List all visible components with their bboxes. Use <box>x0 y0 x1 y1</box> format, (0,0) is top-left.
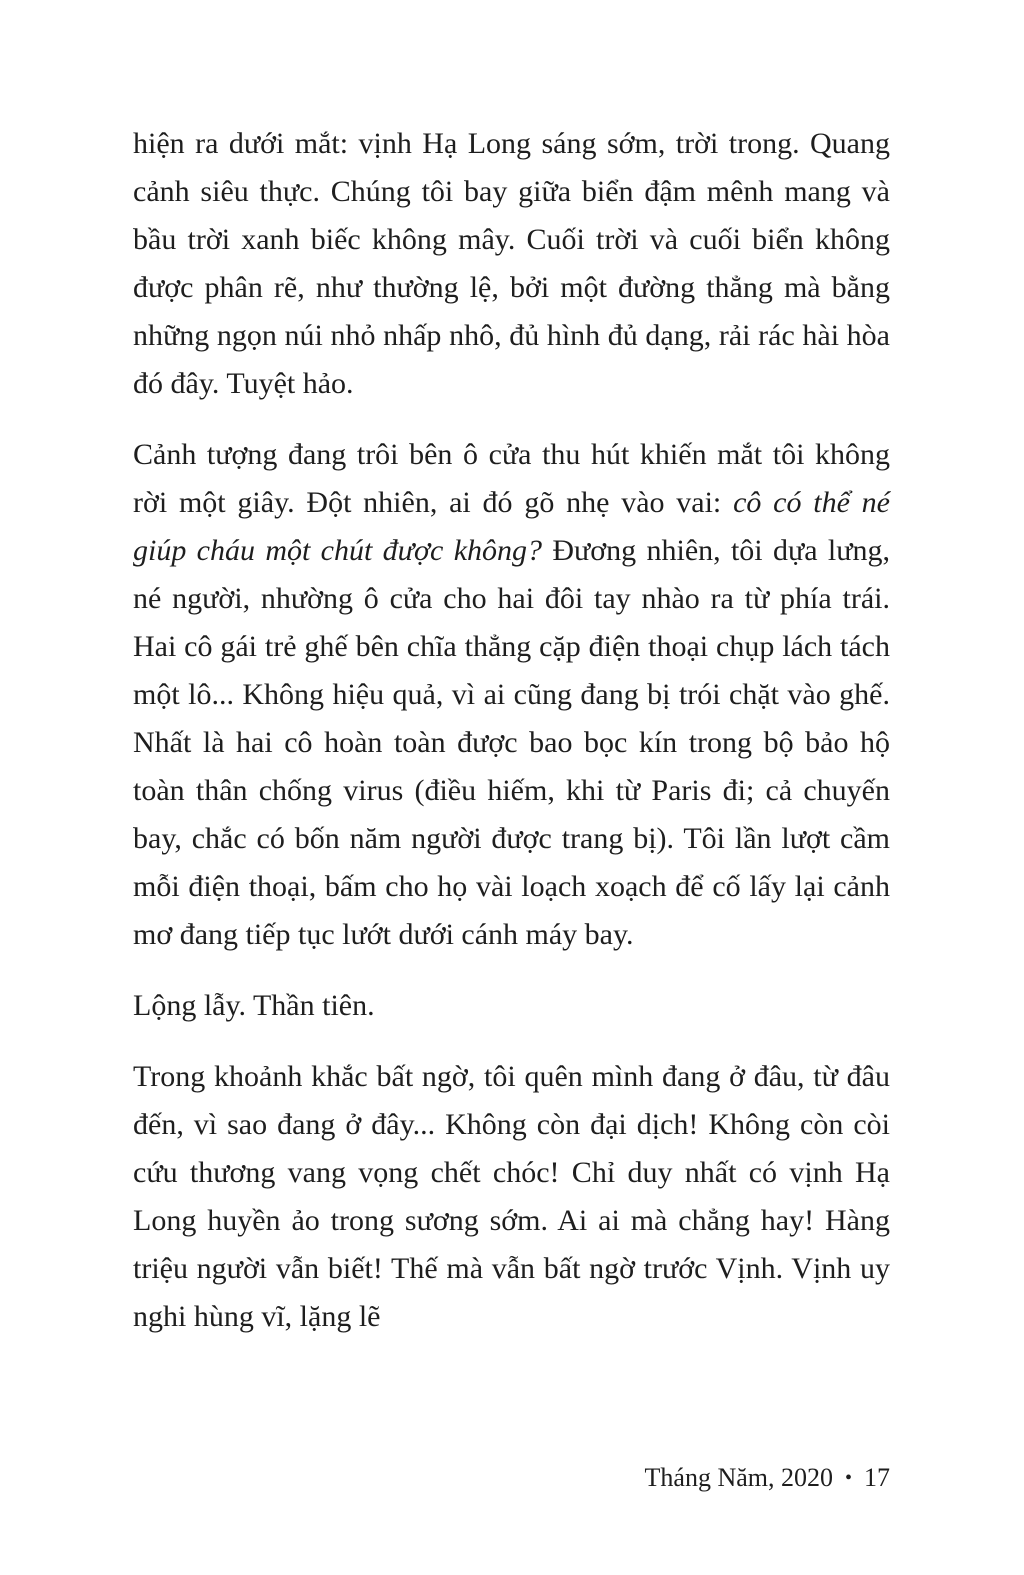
paragraph-2 <box>133 431 890 959</box>
paragraph-4: Trong khoảnh khắc bất ngờ, tôi quên mình đang ở đâu, từ đâu đến, vì sao đang ở đây... Không còn đại dịch! Không còn còi cứu thương vang vọng chết chóc! Chỉ duy nhất có vịnh Hạ Long huyền ảo trong sương sớm. Ai ai mà chẳng hay! Hàng triệu người vẫn biết! Thế mà vẫn bất ngờ trước Vịnh. Vịnh uy nghi hùng vĩ, lặng lẽ <box>133 1060 890 1333</box>
paragraph-2-segment-after: Đương nhiên, tôi dựa lưng, né người, nhường ô cửa cho hai đôi tay nhào ra từ phía trái. Hai cô gái trẻ ghế bên chĩa thẳng cặp điện thoại chụp lách tách một lô... Không hiệu quả, vì ai cũng đang bị trói chặt vào ghế. Nhất là hai cô hoàn toàn được bao bọc kín trong bộ bảo hộ toàn thân chống virus (điều hiếm, khi từ Paris đi; cả chuyến bay, chắc có bốn năm người được trang bị). Tôi lần lượt cầm mỗi điện thoại, bấm cho họ vài loạch xoạch để cố lấy lại cảnh mơ đang tiếp tục lướt dưới cánh máy bay. <box>133 534 890 951</box>
paragraph-1: hiện ra dưới mắt: vịnh Hạ Long sáng sớm, trời trong. Quang cảnh siêu thực. Chúng tôi bay giữa biển đậm mênh mang và bầu trời xanh biếc không mây. Cuối trời và cuối biển không được phân rẽ, như thường lệ, bởi một đường thẳng mà bằng những ngọn núi nhỏ nhấp nhô, đủ hình đủ dạng, rải rác hài hòa đó đây. Tuyệt hảo. <box>133 127 890 400</box>
footer-separator-dot: • <box>844 1467 852 1489</box>
body-text <box>133 120 890 1364</box>
paragraph-3: Lộng lẫy. Thần tiên. <box>133 989 375 1022</box>
paragraph-2-italic-quote: cô có thể né giúp cháu một chút được không? <box>133 486 890 567</box>
page-footer <box>645 1462 890 1494</box>
page-number: 17 <box>864 1463 890 1492</box>
running-footer-text: Tháng Năm, 2020 <box>644 1463 833 1492</box>
paragraph-2-segment-before: Cảnh tượng đang trôi bên ô cửa thu hút khiến mắt tôi không rời một giây. Đột nhiên, ai đó gõ nhẹ vào vai: <box>133 438 890 519</box>
